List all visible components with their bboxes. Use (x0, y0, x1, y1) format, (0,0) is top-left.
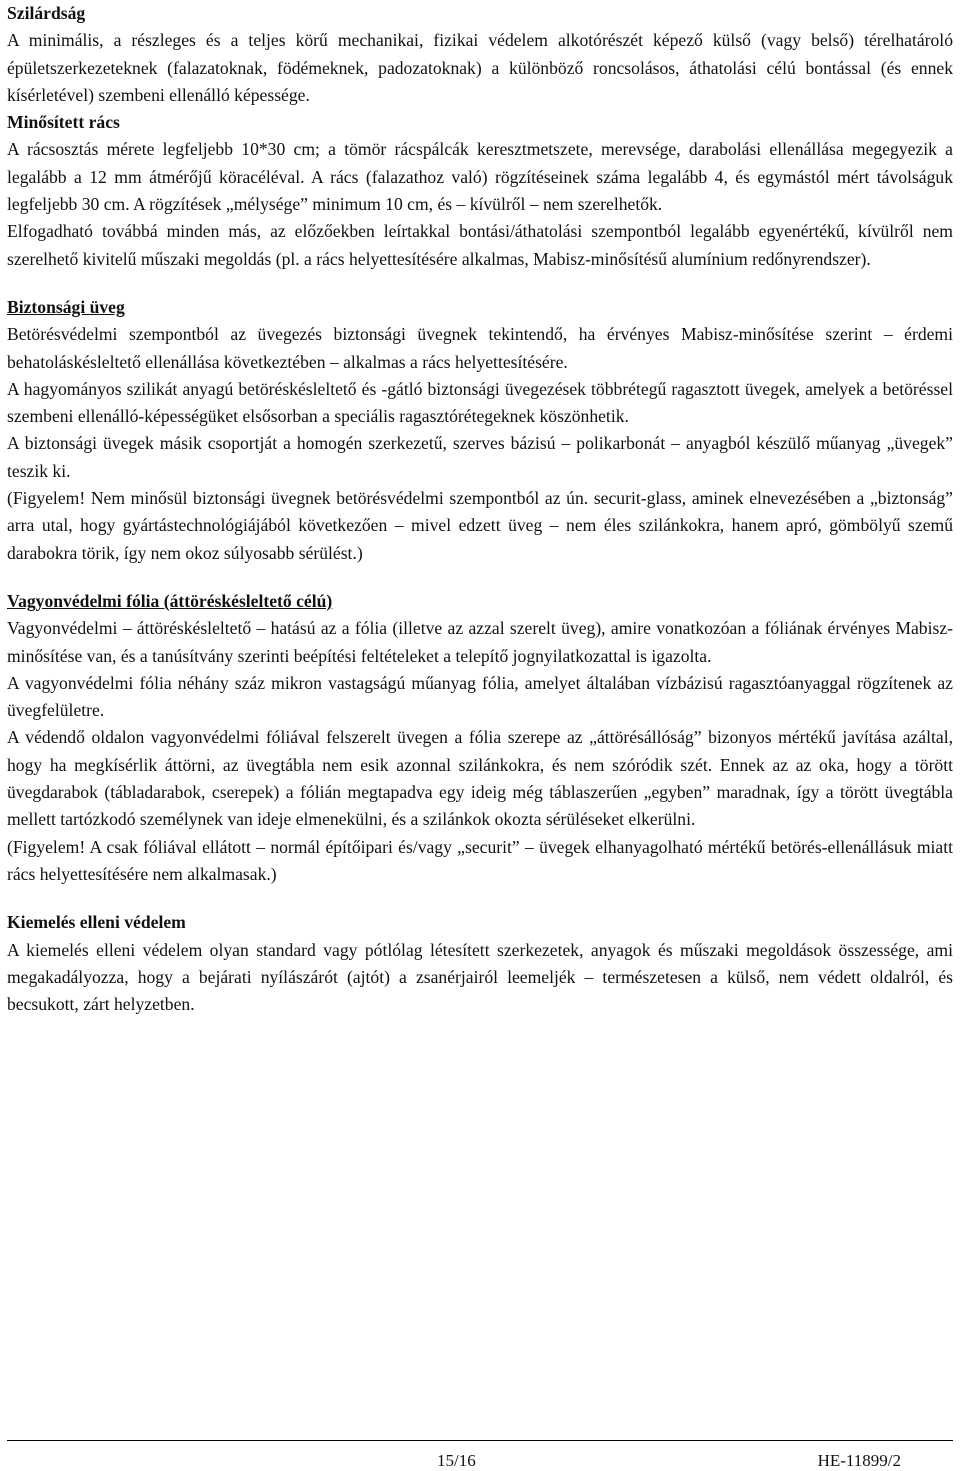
section-spacer (7, 888, 953, 909)
section-szilardsag (7, 0, 953, 109)
paragraph: (Figyelem! Nem minősül biztonsági üvegnek betörésvédelmi szempontból az ún. securit-glass, aminek elnevezésében a „biztonság” arra utal, hogy gyártástechnológiájából következően – mivel edzett üveg – nem éles szilánkokra, hanem apró, gömbölyű szemű darabokra törik, így nem okoz súlyosabb sérülést.) (7, 488, 953, 563)
section-kiemeles-elleni-vedelem (7, 909, 953, 1018)
paragraph: (Figyelem! A csak fóliával ellátott – normál építőipari és/vagy „securit” – üvegek elhanyagolható mértékű betörés-ellenállásuk miatt rács helyettesítésére nem alkalmasak.) (7, 836, 953, 884)
section-heading: Vagyonvédelmi fólia (áttöréskésleltető célú) (7, 590, 333, 611)
section-heading: Kiemelés elleni védelem (7, 912, 186, 933)
section-heading: Biztonsági üveg (7, 296, 125, 317)
document-id: HE-11899/2 (817, 1451, 901, 1470)
page-footer (7, 1440, 953, 1470)
paragraph: A vagyonvédelmi fólia néhány száz mikron vastagságú műanyag fólia, amelyet általában vízbázisú ragasztóanyaggal rögzítenek az üvegfelületre. (7, 672, 953, 721)
section-minositett-racs (7, 109, 953, 273)
section-spacer (7, 273, 953, 294)
paragraph: A rácsosztás mérete legfeljebb 10*30 cm; a tömör rácspálcák keresztmetszete, merevsége, darabolási ellenállása megegyezik a legalább a 12 mm átmérőjű köracéléval. A rács (falazathoz való) rögzítéseinek száma legalább 4, és egymástól mért távolságuk legfeljebb 30 cm. A rögzítések „mélysége” minimum 10 cm, és – kívülről – nem szerelhetők. (7, 139, 953, 215)
paragraph: Betörésvédelmi szempontból az üvegezés biztonsági üvegnek tekintendő, ha érvényes Mabisz-minősítése szerint – érdemi behatoláskésleltető ellenállása következtében – alkalmas a rács helyettesítésére. (7, 324, 953, 372)
paragraph: Elfogadható továbbá minden más, az előzőekben leírtakkal bontási/áthatolási szempontból legalább egyenértékű, kívülről nem szerelhető kivitelű műszaki megoldás (pl. a rács helyettesítésére alkalmas, Mabisz-minősítésű alumínium redőnyrendszer). (7, 221, 953, 269)
paragraph: A védendő oldalon vagyonvédelmi fóliával felszerelt üvegen a fólia szerepe az „áttörésállóság” bizonyos mértékű javítása azáltal, hogy ha megkísérlik áttörni, az üvegtábla nem esik azonnal szilánkokra, és nem szóródik szét. Ennek az az oka, hogy a törött üvegdarabok (tábladarabok, cserepek) a fólián megtapadva egy ideig még táblaszerűen „egyben” maradnak, így a törött üvegtábla mellett tartózkodó személynek van ideje elmenekülni, és a szilánkok okozta sérüléseket elkerülni. (7, 727, 953, 830)
paragraph: A biztonsági üvegek másik csoportját a homogén szerkezetű, szerves bázisú – polikarbonát – anyagból készülő műanyag „üvegek” teszik ki. (7, 433, 953, 481)
section-vagyonvedelmi-folia (7, 588, 953, 888)
section-heading: Szilárdság (7, 3, 86, 23)
page-number: 15/16 (437, 1451, 476, 1470)
section-biztonsagi-uveg (7, 294, 953, 567)
document-page (7, 0, 953, 1018)
section-heading: Minősített rács (7, 112, 120, 133)
paragraph: Vagyonvédelmi – áttöréskésleltető – hatású az a fólia (illetve az azzal szerelt üveg), amire vonatkozóan a fóliának érvényes Mabisz-minősítése van, és a tanúsítvány szerinti beépítési feltételeket a telepítő jognyilatkozattal is igazolta. (7, 618, 953, 666)
paragraph: A kiemelés elleni védelem olyan standard vagy pótlólag létesített szerkezetek, anyagok és műszaki megoldások összessége, ami megakadályozza, hogy a bejárati nyílászárót (ajtót) a zsanérjairól leemeljék – természetesen a külső, nem védett oldalról, és becsukott, zárt helyzetben. (7, 939, 953, 1015)
paragraph: A minimális, a részleges és a teljes körű mechanikai, fizikai védelem alkotórészét képező külső (vagy belső) térelhatároló épületszerkezeteknek (falazatoknak, födémeknek, padozatoknak) a különböző roncsolásos, áthatolási célú bontással (és ennek kísérletével) szembeni ellenálló képessége. (7, 30, 953, 105)
section-spacer (7, 567, 953, 588)
paragraph: A hagyományos szilikát anyagú betöréskésleltető és -gátló biztonsági üvegezések többrétegű ragasztott üvegek, amelyek a betöréssel szembeni ellenálló-képességüket elsősorban a speciális ragasztórétegeknek köszönhetik. (7, 378, 953, 427)
